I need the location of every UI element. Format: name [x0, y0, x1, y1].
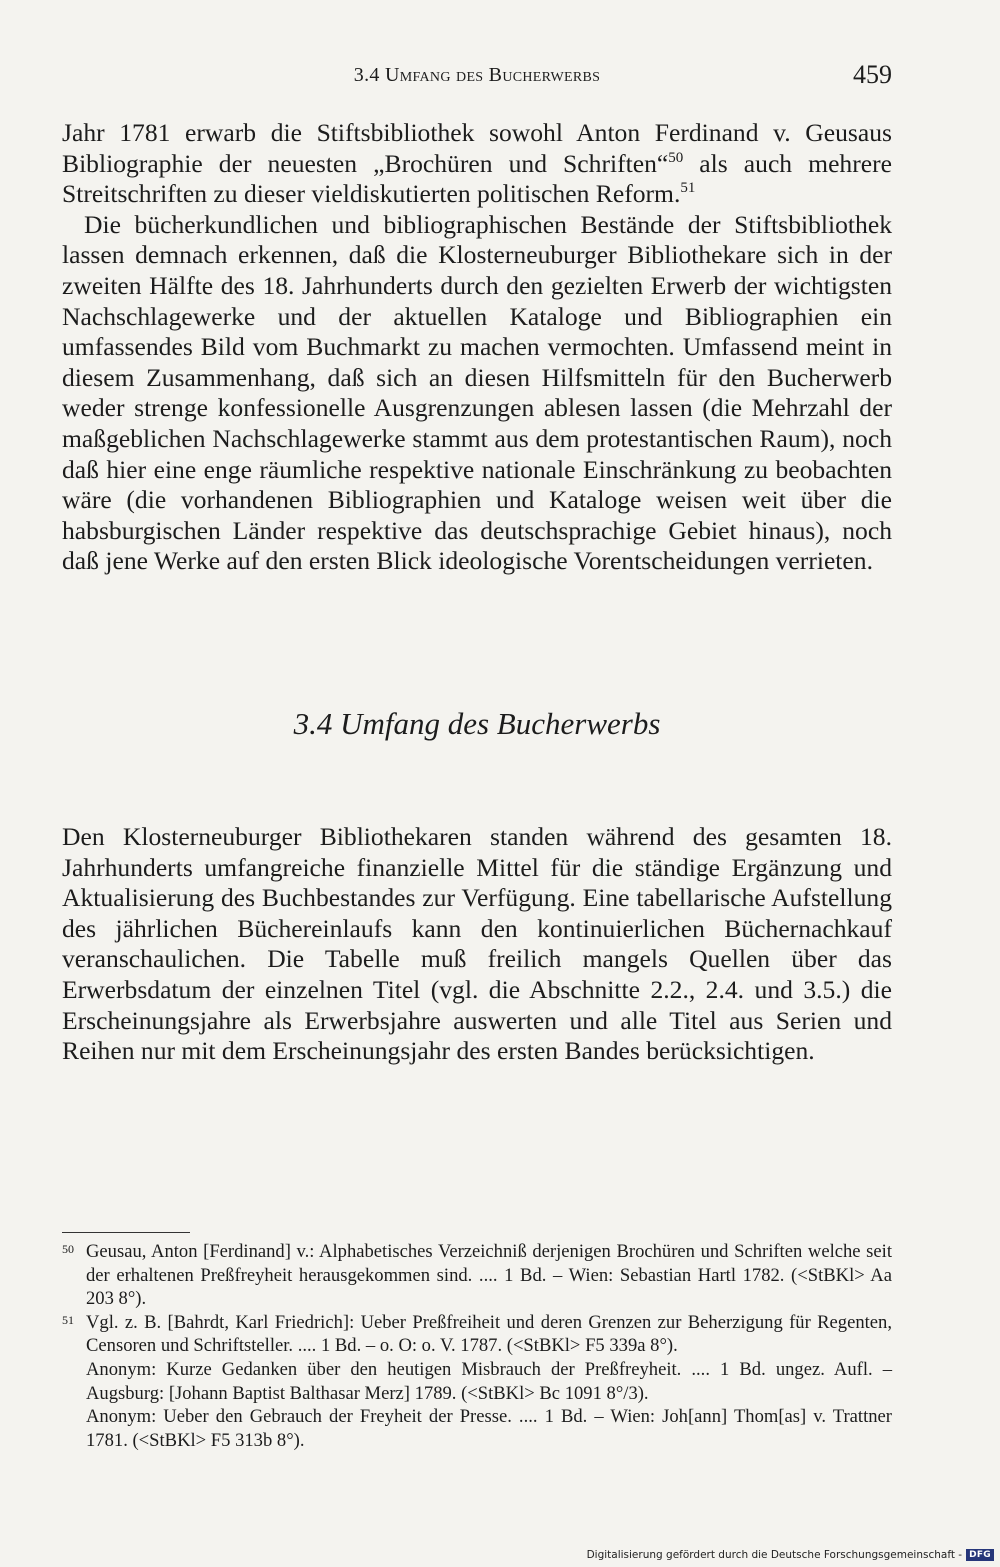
paragraph: Den Klosterneuburger Bibliothekaren standen während des gesamten 18. Jahrhunderts umfangreiche finanzielle Mittel für die ständige Ergänzung und Aktualisierung des Buchbestandes zur Verfügung. Eine tabellarische Aufstellung des jährlichen Büchereinlaufs kann den kontinuierlichen Büchernachkauf veranschaulichen. Die Tabelle muß freilich mangels Quellen über das Erwerbsdatum der einzelnen Titel (vgl. die Abschnitte 2.2., 2.4. und 3.5.) die Erscheinungsjahre als Erwerbsjahre auswerten und alle Titel aus Serien und Reihen nur mit dem Erscheinungsjahr des ersten Bandes berücksichtigen.: [62, 822, 892, 1066]
footnote-51: [62, 1311, 892, 1453]
running-title: 3.4 Umfang des Bucherwerbs: [353, 64, 601, 86]
body-text-block-1: [62, 118, 892, 577]
footnote-text: Anonym: Ueber den Gebrauch der Freyheit der Presse. .... 1 Bd. – Wien: Joh[ann] Thom[as] v. Trattner 1781. (<StBKl> F5 313b 8°).: [86, 1406, 892, 1451]
footnote-50: [62, 1240, 892, 1311]
footnote-text: Anonym: Kurze Gedanken über den heutigen Misbrauch der Preßfreyheit. .... 1 Bd. ungez. Aufl. – Augsburg: [Johann Baptist Balthasar Merz] 1789. (<StBKl> Bc 1091 8°/3).: [86, 1358, 892, 1404]
page-header: [62, 60, 892, 94]
paragraph: Jahr 1781 erwarb die Stiftsbibliothek sowohl Anton Ferdinand v. Geusaus Bibliographie der neuesten „Brochüren und Schriften“$^{50}$ als auch mehrere Streitschriften zu dieser vieldiskutierten politischen Reform.$^{51}$: [62, 118, 892, 209]
footnote-divider: [62, 1232, 190, 1233]
section-heading: 3.4 Umfang des Bucherwerbs: [293, 706, 661, 741]
footnote-text: Vgl. z. B. [Bahrdt, Karl Friedrich]: Ueber Preßfreiheit und deren Grenzen zur Beherzigung für Regenten, Censoren und Schriftsteller. .... 1 Bd. – o. O: o. V. 1787. (<StBKl> F5 339a 8°).: [86, 1311, 892, 1357]
body-text-block-2: [62, 822, 892, 1067]
funding-banner: [587, 1549, 994, 1561]
footnote-number: 51: [62, 1312, 74, 1327]
dfg-logo-icon: DFG: [966, 1549, 994, 1561]
paragraph: Die bücherkundlichen und bibliographischen Bestände der Stiftsbibliothek lassen demnach erkennen, daß die Klosterneuburger Bibliothekare sich in der zweiten Hälfte des 18. Jahrhunderts durch den gezielten Erwerb der wichtigsten Nachschlagewerke und der aktuellen Kataloge und Bibliographien ein umfassendes Bild vom Buchmarkt zu machen vermochten. Umfassend meint in diesem Zusammenhang, daß sich an diesen Hilfsmitteln für den Bucherwerb weder strenge konfessionelle Ausgrenzungen ablesen lassen (die Mehrzahl der maßgeblichen Nachschlagewerke stammt aus dem protestantischen Raum), noch daß hier eine enge räumliche respektive nationale Einschränkung zu beobachten wäre (die vorhandenen Bibliographien und Kataloge weisen weit über die habsburgischen Länder respektive das deutschsprachige Gebiet hinaus), noch daß jene Werke auf den ersten Blick ideologische Vorentscheidungen verrieten.: [62, 209, 892, 576]
page-number: 459: [853, 60, 892, 89]
footnote-number: 50: [62, 1242, 74, 1256]
footnotes: [62, 1240, 892, 1452]
footnote-reference[interactable]: 51: [680, 180, 696, 197]
funding-text: Digitalisierung gefördert durch die Deutsche Forschungsgemeinschaft -: [586, 1549, 963, 1561]
footnote-text: Geusau, Anton [Ferdinand] v.: Alphabetisches Verzeichniß derjenigen Brochüren und Schriften welche seit der erhaltenen Preßfreyheit herausgekommen sind. .... 1 Bd. – Wien: Sebastian Hartl 1782. (<StBKl> Aa 203 8°).: [86, 1241, 892, 1310]
footnote-reference[interactable]: 50: [668, 149, 684, 166]
